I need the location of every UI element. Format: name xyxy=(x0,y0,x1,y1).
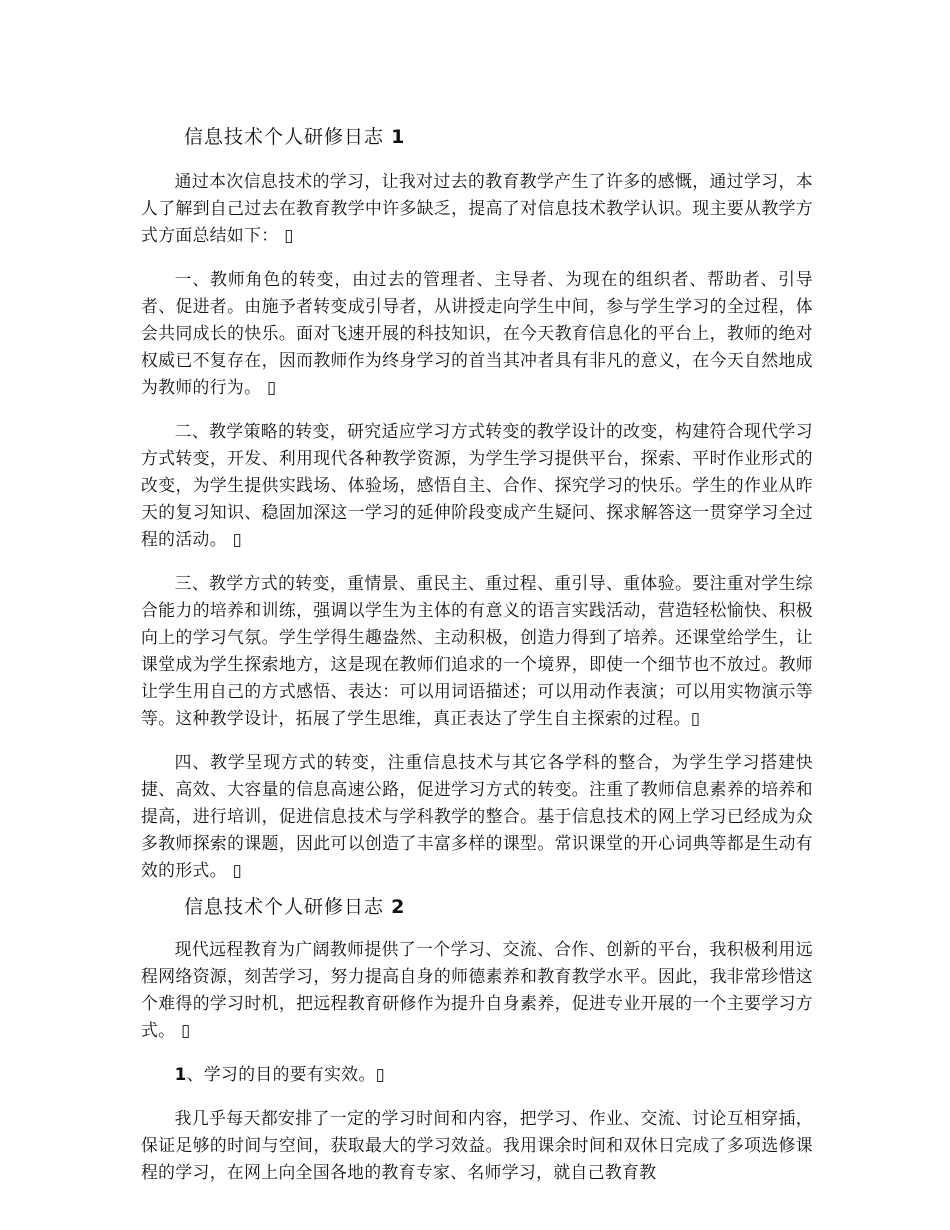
paragraph-marker-icon: ▯ xyxy=(181,1020,191,1040)
section-2-title-text: 信息技术个人研修日志 xyxy=(184,896,385,918)
paragraph-marker-icon: ▯ xyxy=(375,1064,386,1084)
section-1-paragraph: 三、教学方式的转变，重情景、重民主、重过程、重引导、重体验。要注重对学生综合能力的培养和训练，强调以学生为主体的有意义的语言实践活动，营造轻松愉快、积极向上的学习气氛。学生学得生趣盎然、主动积极，创造力得到了培养。还课堂给学生，让课堂成为学生探索地方，这是现在教师们追求的一个境界，即使一个细节也不放过。教师让学生用自己的方式感悟、表达：可以用词语描述；可以用动作表演；可以用实物演示等等。这种教学设计，拓展了学生思维，真正表达了学生自主探索的过程。▯ xyxy=(141,573,813,728)
paragraph-marker-icon: ▯ xyxy=(232,860,243,880)
paragraph-marker-icon: ▯ xyxy=(690,708,701,728)
document-body xyxy=(141,122,813,1186)
section-1-title-number: 1 xyxy=(391,126,406,148)
section-1-title-text: 信息技术个人研修日志 xyxy=(184,126,385,148)
point-1-number: 1 xyxy=(174,1064,187,1084)
section-1-paragraph: 四、教学呈现方式的转变，注重信息技术与其它各学科的整合，为学生学习搭建快捷、高效、大容量的信息高速公路，促进学习方式的转变。注重了教师信息素养的培养和提高，进行培训，促进信息技术与学科教学的整合。基于信息技术的网上学习已经成为众多教师探索的课题，因此可以创造了丰富多样的课型。常识课堂的开心词典等都是生动有效的形式。 ▯ xyxy=(141,752,813,880)
section-1-paragraph: 通过本次信息技术的学习，让我对过去的教育教学产生了许多的感慨，通过学习，本人了解到自己过去在教育教学中许多缺乏，提高了对信息技术教学认识。现主要从教学方式方面总结如下： ▯ xyxy=(141,171,813,245)
section-1-paragraph: 一、教师角色的转变，由过去的管理者、主导者、为现在的组织者、帮助者、引导者、促进者。由施予者转变成引导者，从讲授走向学生中间，参与学生学习的全过程，体会共同成长的快乐。面对飞速开展的科技知识，在今天教育信息化的平台上，教师的绝对权威已不复存在，因而教师作为终身学习的首当其冲者具有非凡的意义，在今天自然地成为教师的行为。 ▯ xyxy=(141,269,813,397)
section-2-intro: 现代远程教育为广阔教师提供了一个学习、交流、合作、创新的平台，我积极利用远程网络资源，刻苦学习，努力提高自身的师德素养和教育教学水平。因此，我非常珍惜这个难得的学习时机，把远程教育研修作为提升自身素养，促进专业开展的一个主要学习方式。 ▯ xyxy=(141,939,813,1040)
paragraph-marker-icon: ▯ xyxy=(284,225,294,245)
section-2-title xyxy=(184,892,813,922)
section-2-title-number: 2 xyxy=(391,896,406,918)
section-1-paragraph: 二、教学策略的转变，研究适应学习方式转变的教学设计的改变，构建符合现代学习方式转变，开发、利用现代各种教学资源，为学生学习提供平台，探索、平时作业形式的改变，为学生提供实践场、体验场，感悟自主、合作、探究学习的快乐。学生的作业从昨天的复习知识、稳固加深这一学习的延伸阶段变成产生疑问、探求解答这一贯穿学习全过程的活动。 ▯ xyxy=(141,421,813,549)
section-1-title xyxy=(184,122,813,152)
paragraph-marker-icon: ▯ xyxy=(232,529,243,549)
section-2-point-1 xyxy=(141,1061,813,1088)
paragraph-marker-icon: ▯ xyxy=(267,377,277,397)
section-2-body: 我几乎每天都安排了一定的学习时间和内容，把学习、作业、交流、讨论互相穿插，保证足够的时间与空间，获取最大的学习效益。我用课余时间和双休日完成了多项选修课程的学习，在网上向全国各地的教育专家、名师学习，就自己教育教 xyxy=(141,1108,813,1182)
point-1-text: 、学习的目的要有实效。 xyxy=(186,1064,376,1084)
